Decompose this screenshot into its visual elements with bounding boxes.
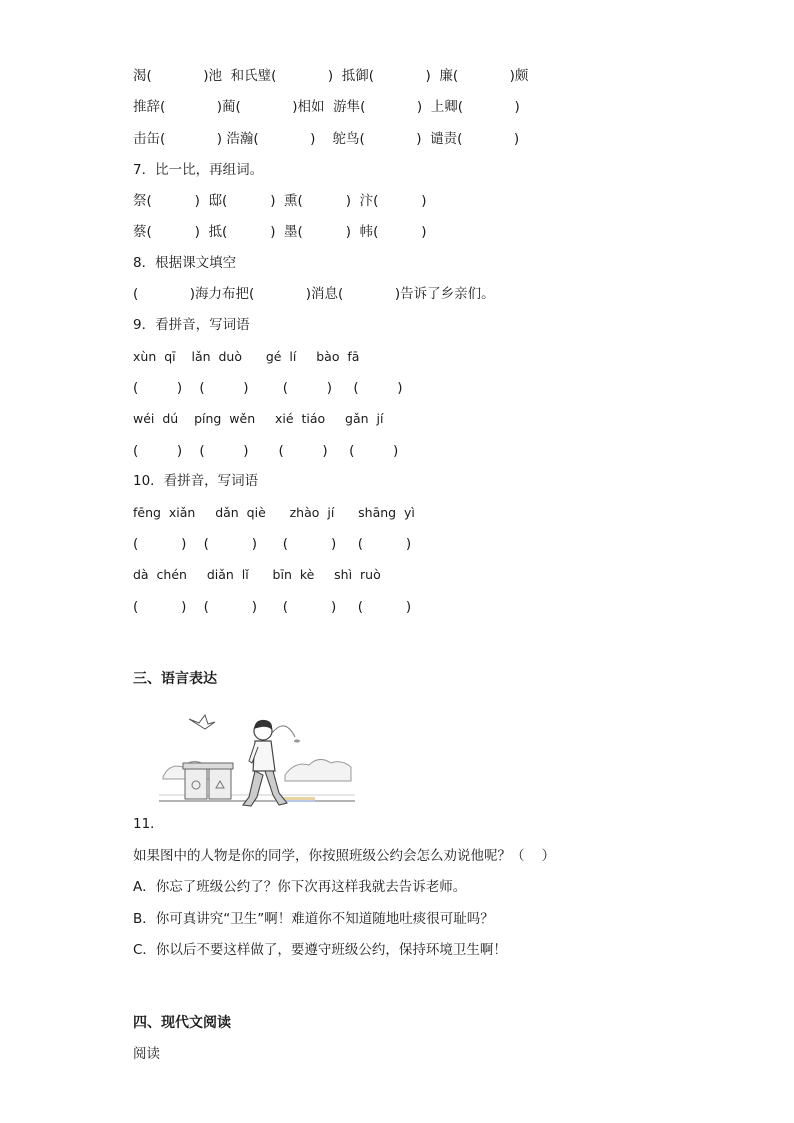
- q10-blanks-2: ( ) ( ) ( ) ( ): [133, 599, 412, 615]
- word-row-2: 推辞( )蔺( )相如 游隼( ) 上卿( ): [133, 99, 520, 115]
- q10-blanks-1: ( ) ( ) ( ) ( ): [133, 536, 412, 552]
- q9-pinyin-1: xùn qī lǎn duò gé lí bào fā: [133, 349, 360, 364]
- q11-option-c: C．你以后不要这样做了，要遵守班级公约，保持环境卫生啊！: [133, 942, 507, 958]
- q11-option-a: A．你忘了班级公约了？你下次再这样我就去告诉老师。: [133, 879, 467, 895]
- word-row-3: 击缶( ) 浩瀚( ) 鸵鸟( ) 谴责( ): [133, 131, 520, 147]
- section-3-title: 三、语言表达: [133, 671, 217, 687]
- q10-pinyin-2: dà chén diǎn lǐ bīn kè shì ruò: [133, 567, 381, 582]
- q10-title: 10．看拼音，写词语: [133, 473, 259, 489]
- q7-row-1: 祭( ) 邸( ) 熏( ) 汴( ): [133, 193, 427, 209]
- section-4-title: 四、现代文阅读: [133, 1015, 231, 1031]
- q9-blanks-1: ( ) ( ) ( ) ( ): [133, 380, 403, 396]
- spitting-boy-illustration: [155, 705, 360, 825]
- q11-option-b: B．你可真讲究“卫生”啊！难道你不知道随地吐痰很可耻吗？: [133, 911, 494, 927]
- q11-question: 如果图中的人物是你的同学，你按照班级公约会怎么劝说他呢？（ ）: [133, 848, 556, 864]
- q7-row-2: 蔡( ) 抵( ) 墨( ) 帏( ): [133, 224, 427, 240]
- word-row-1: 渴( )池 和氏璧( ) 抵御( ) 廉( )颇: [133, 68, 529, 84]
- q9-title: 9．看拼音，写词语: [133, 317, 250, 333]
- section-4-sub: 阅读: [133, 1046, 160, 1062]
- q8-fill: ( )海力布把( )消息( )告诉了乡亲们。: [133, 286, 495, 302]
- q10-pinyin-1: fēng xiǎn dǎn qiè zhào jí shāng yì: [133, 505, 415, 520]
- q8-title: 8．根据课文填空: [133, 255, 237, 271]
- q11-number: 11．: [133, 816, 164, 832]
- q9-pinyin-2: wéi dú píng wěn xié tiáo gǎn jí: [133, 411, 384, 426]
- q7-title: 7．比一比，再组词。: [133, 162, 264, 178]
- q9-blanks-2: ( ) ( ) ( ) ( ): [133, 443, 399, 459]
